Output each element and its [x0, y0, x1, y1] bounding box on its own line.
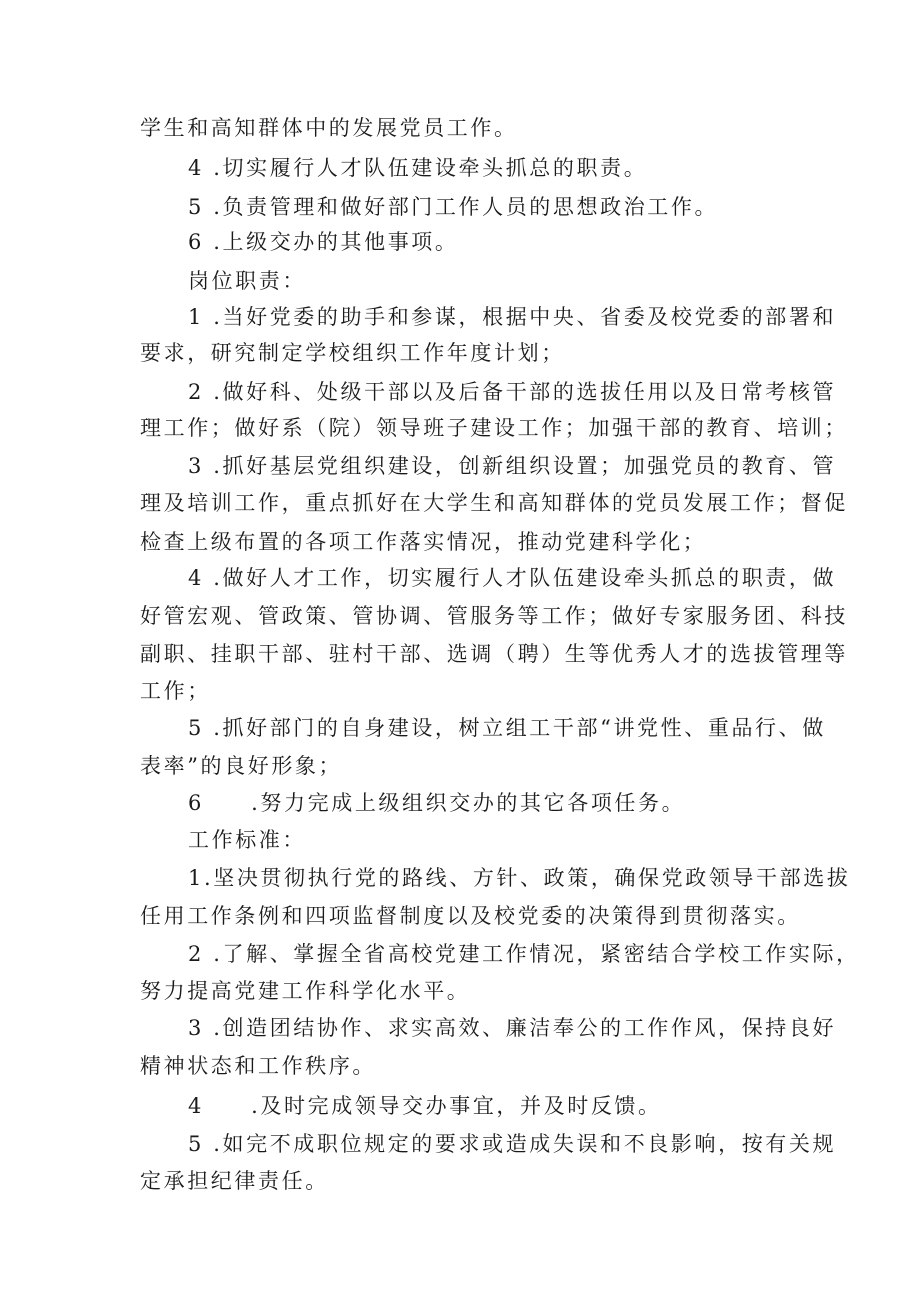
duty-item-1: 1 .当好党委的助手和参谋，根据中央、省委及校党委的部署和: [188, 305, 837, 329]
duty-item-2-cont: 理工作；做好系（院）领导班子建设工作；加强干部的教育、培训；: [140, 416, 848, 440]
standard-item-3-cont: 精神状态和工作秩序。: [140, 1054, 376, 1078]
standard-item-5: 5 .如完不成职位规定的要求或造成失误和不良影响，按有关规: [188, 1132, 837, 1156]
duty-item-3-cont: 理及培训工作，重点抓好在大学生和高知群体的党员发展工作；督促: [140, 491, 848, 515]
standard-item-4: 4 .及时完成领导交办事宜，并及时反馈。: [188, 1094, 662, 1118]
standard-item-5-cont: 定承担纪律责任。: [140, 1169, 329, 1193]
section-heading-duties: 岗位职责：: [188, 269, 306, 293]
duty-item-6: 6 .努力完成上级组织交办的其它各项任务。: [188, 791, 686, 815]
list-item-4: 4 .切实履行人才队伍建设牵头抓总的职责。: [188, 156, 648, 180]
standard-item-3: 3 .创造团结协作、求实高效、廉洁奉公的工作作风，保持良好: [188, 1016, 837, 1040]
duty-item-4: 4 .做好人才工作，切实履行人才队伍建设牵头抓总的职责，做: [188, 566, 837, 590]
duty-item-4-cont: 好管宏观、管政策、管协调、管服务等工作；做好专家服务团、科技: [140, 604, 848, 628]
standard-item-1-cont: 任用工作条例和四项监督制度以及校党委的决策得到贯彻落实。: [140, 904, 801, 928]
duty-item-5: 5 .抓好部门的自身建设，树立组工干部“讲党性、重品行、做: [188, 716, 826, 740]
duty-item-3: 3 .抓好基层党组织建设，创新组织设置；加强党员的教育、管: [188, 454, 837, 478]
standard-item-1: 1.坚决贯彻执行党的路线、方针、政策，确保党政领导干部选拔: [188, 866, 851, 890]
duty-item-5-cont: 表率”的良好形象；: [140, 754, 343, 778]
duty-item-4-cont: 副职、挂职干部、驻村干部、选调（聘）生等优秀人才的选拔管理等: [140, 642, 848, 666]
duty-item-3-cont: 检查上级布置的各项工作落实情况，推动党建科学化；: [140, 530, 707, 554]
paragraph-line: 学生和高知群体中的发展党员工作。: [140, 116, 518, 140]
list-item-6: 6 .上级交办的其他事项。: [188, 230, 459, 254]
duty-item-4-cont: 工作；: [140, 679, 211, 703]
section-heading-standards: 工作标准：: [188, 828, 306, 852]
standard-item-2: 2 .了解、掌握全省高校党建工作情况，紧密结合学校工作实际，: [188, 942, 860, 966]
duty-item-2: 2 .做好科、处级干部以及后备干部的选拔任用以及日常考核管: [188, 380, 837, 404]
list-item-5: 5 .负责管理和做好部门工作人员的思想政治工作。: [188, 195, 719, 219]
standard-item-2-cont: 努力提高党建工作科学化水平。: [140, 979, 471, 1003]
duty-item-1-cont: 要求，研究制定学校组织工作年度计划；: [140, 341, 565, 365]
